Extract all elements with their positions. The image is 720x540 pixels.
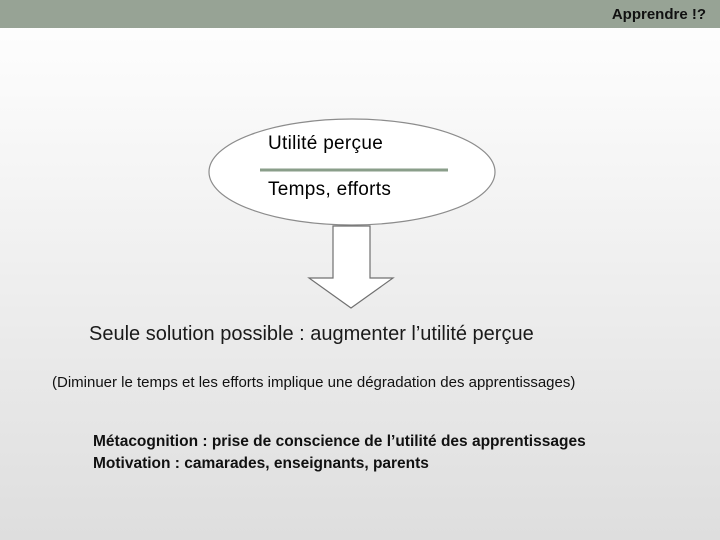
conclusion-text: Seule solution possible : augmenter l’utilité perçue xyxy=(89,323,534,345)
point-metacognition: Métacognition : prise de conscience de l’utilité des apprentissages xyxy=(93,433,586,450)
down-arrow xyxy=(309,226,393,308)
point-motivation: Motivation : camarades, enseignants, parents xyxy=(93,455,429,472)
note-text: (Diminuer le temps et les efforts implique une dégradation des apprentissages) xyxy=(52,374,576,391)
numerator-text: Utilité perçue xyxy=(268,133,384,154)
slide-title: Apprendre !? xyxy=(611,6,706,23)
denominator-text: Temps, efforts xyxy=(268,179,392,200)
points-list xyxy=(93,431,586,475)
